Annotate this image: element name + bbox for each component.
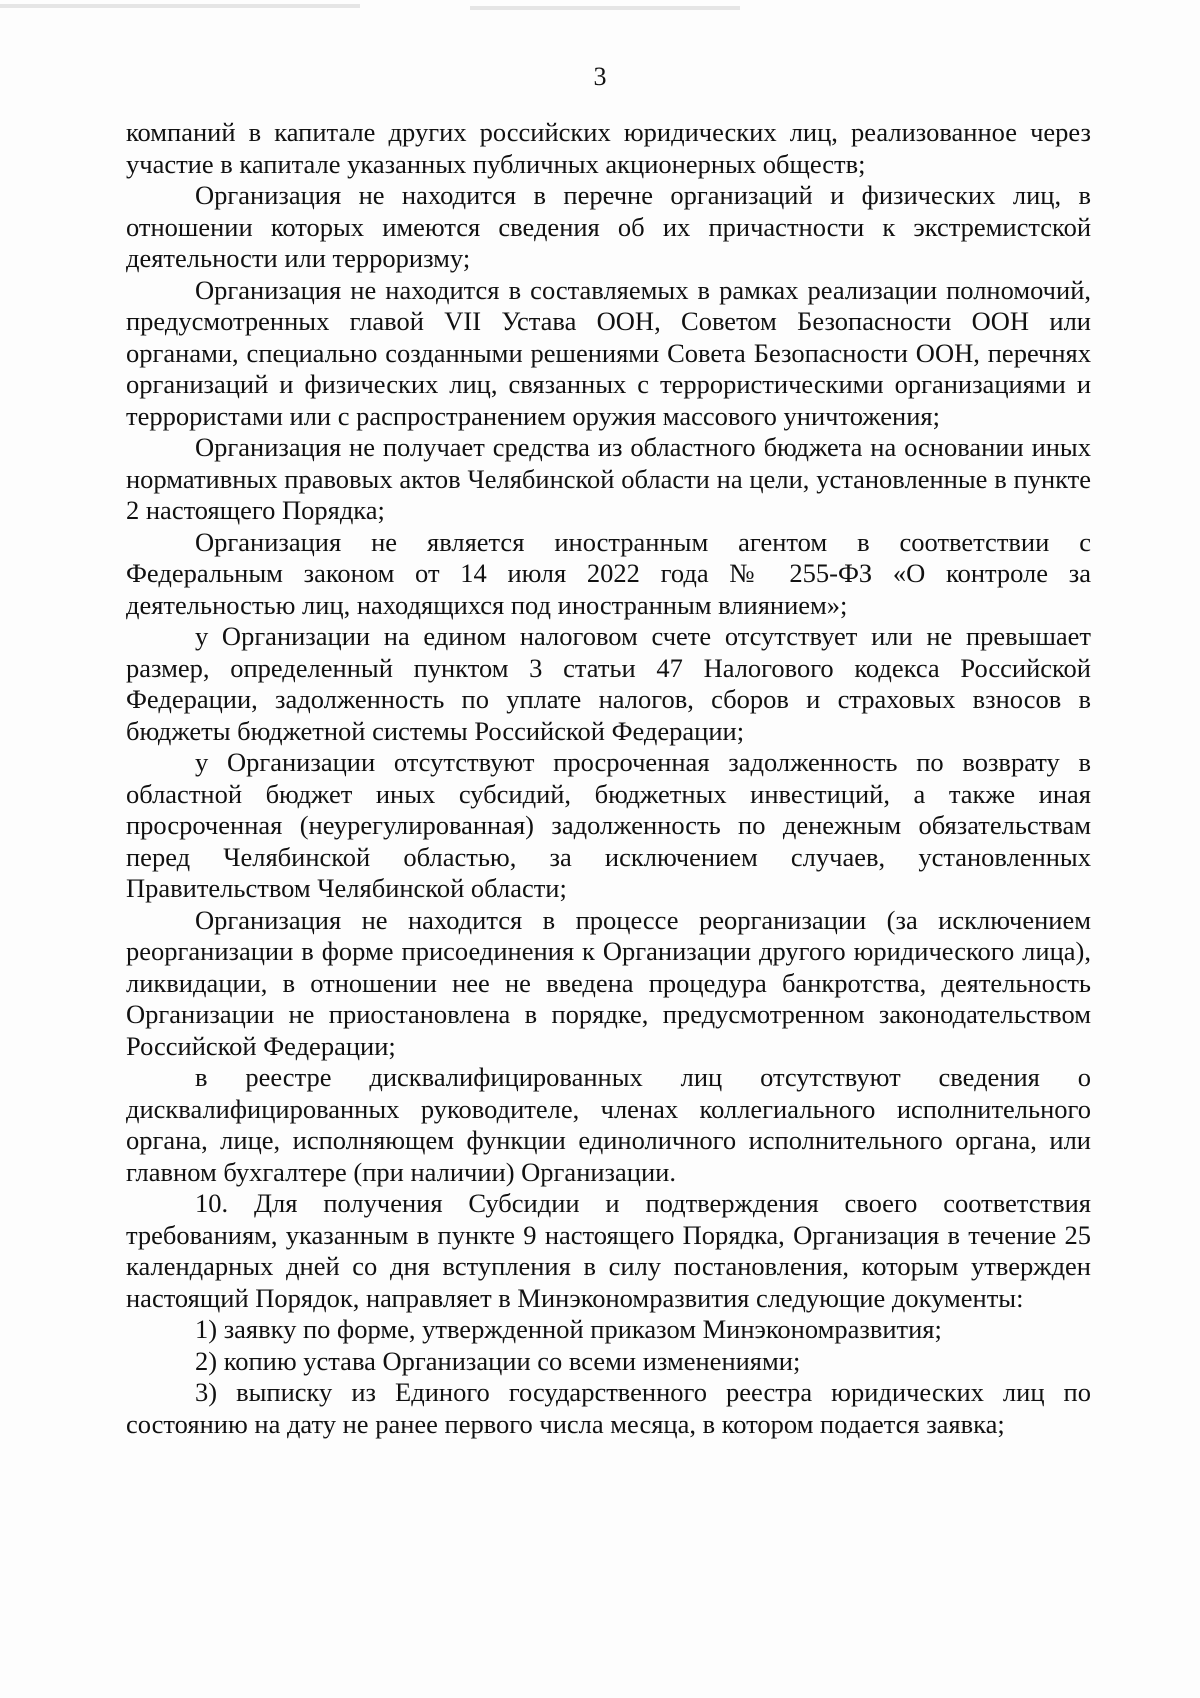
paragraph: 2) копию устава Организации со всеми изменениями; bbox=[195, 1345, 801, 1376]
paragraph: Организация не находится в процессе реорганизации (за исключением реорганизации в форме присоединения к Организации другого юридического лица), ликвидации, в отношении нее не введена процедура банкротства, деятельность Организации не приостановлена в порядке, предусмотренном законодательством Российской Федерации; bbox=[126, 904, 1091, 1061]
paragraph: компаний в капитале других российских юридических лиц, реализованное через участие в капитале указанных публичных акционерных обществ; bbox=[126, 117, 1091, 179]
paragraph: у Организации на едином налоговом счете отсутствует или не превышает размер, определенный пунктом 3 статьи 47 Налогового кодекса Российской Федерации, задолженность по уплате налогов, сборов и страховых взносов в бюджеты бюджетной системы Российской Федерации; bbox=[126, 621, 1091, 746]
document-body bbox=[126, 117, 1091, 1440]
paragraph: 1) заявку по форме, утвержденной приказом Минэкономразвития; bbox=[195, 1314, 942, 1344]
paragraph: в реестре дисквалифицированных лиц отсутствуют сведения о дисквалифицированных руководителе, членах коллегиального исполнительного органа, лице, исполняющем функции единоличного исполнительного органа, или главном бухгалтере (при наличии) Организации. bbox=[126, 1062, 1091, 1187]
paragraph: Организация не является иностранным агентом в соответствии с Федеральным законом от 14 июля 2022 года № 255-ФЗ «О контроле за деятельностью лиц, находящихся под иностранным влиянием»; bbox=[126, 526, 1091, 620]
paragraph: Организация не находится в перечне организаций и физических лиц, в отношении которых имеются сведения об их причастности к экстремистской деятельности или терроризму; bbox=[126, 180, 1091, 273]
paragraph: 10. Для получения Субсидии и подтверждения своего соответствия требованиям, указанным в пункте 9 настоящего Порядка, Организация в течение 25 календарных дней со дня вступления в силу постановления, которым утвержден настоящий Порядок, направляет в Минэкономразвития следующие документы: bbox=[126, 1188, 1091, 1313]
page-number: 3 bbox=[593, 62, 607, 91]
paragraph: у Организации отсутствуют просроченная задолженность по возврату в областной бюджет иных субсидий, бюджетных инвестиций, а также иная просроченная (неурегулированная) задолженность по денежным обязательствам перед Челябинской областью, за исключением случаев, установленных Правительством Челябинской области; bbox=[126, 747, 1091, 903]
paragraph: Организация не получает средства из областного бюджета на основании иных нормативных правовых актов Челябинской области на цели, установленные в пункте 2 настоящего Порядка; bbox=[126, 432, 1091, 525]
paragraph: 3) выписку из Единого государственного реестра юридических лиц по состоянию на дату не ранее первого числа месяца, в котором подается заявка; bbox=[126, 1377, 1091, 1439]
scan-artifact bbox=[470, 6, 740, 10]
paragraph: Организация не находится в составляемых в рамках реализации полномочий, предусмотренных главой VII Устава ООН, Советом Безопасности ООН или органами, специально созданными решениями Совета Безопасности ООН, перечнях организаций и физических лиц, связанных с террористическими организациями и террористами или с распространением оружия массового уничтожения; bbox=[126, 274, 1091, 431]
scan-artifact bbox=[0, 4, 360, 8]
